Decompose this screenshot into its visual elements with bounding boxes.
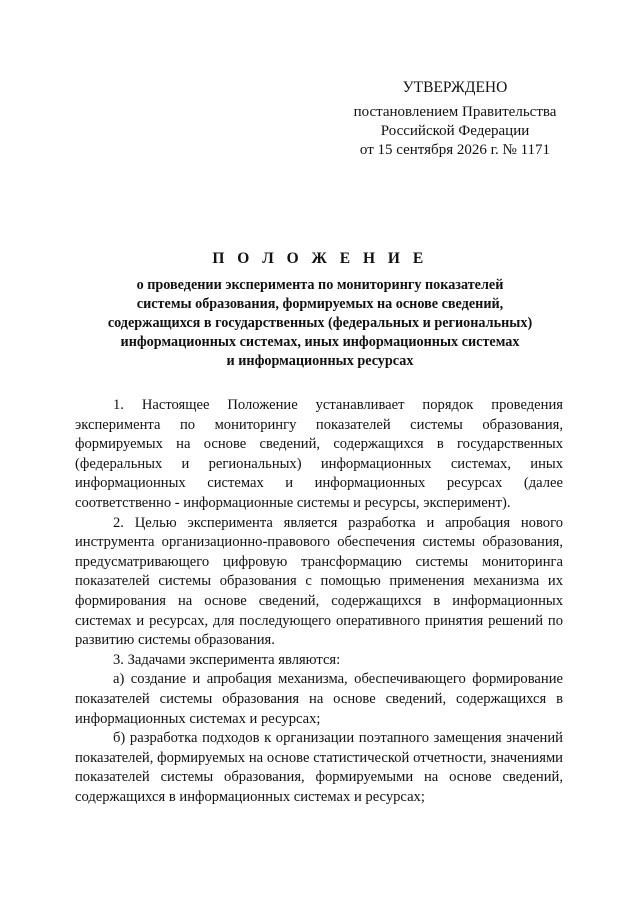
approval-line: постановлением Правительства: [353, 104, 557, 120]
document-body: [75, 396, 563, 807]
paragraph-3: 3. Задачами эксперимента являются:: [113, 651, 341, 668]
title-line: и информационных ресурсах: [226, 353, 414, 369]
title-line: информационных системах, иных информационных системах: [120, 334, 520, 350]
title-heading: П О Л О Ж Е Н И Е: [212, 250, 428, 267]
title-line: системы образования, формируемых на основе сведений,: [136, 296, 504, 312]
title-line: содержащихся в государственных (федеральных и региональных): [107, 315, 533, 331]
approval-line: от 15 сентября 2026 г. № 1171: [359, 142, 551, 158]
paragraph-2: 2. Целью эксперимента является разработка и апробация нового инструмента организационно-правового обеспечения системы образования, предусматривающего цифровую трансформацию системы мониторинга показателей системы образования с помощью применения механизма их формирования на основе сведений, содержащихся в информационных системах и ресурсах, для последующего оперативного принятия решений по развитию системы образования.: [75, 514, 563, 649]
approved-label: УТВЕРЖДЕНО: [402, 79, 508, 96]
approval-stamp: [340, 78, 570, 160]
paragraph-1: 1. Настоящее Положение устанавливает порядок проведения эксперимента по мониторингу показателей системы образования, формируемых на основе сведений, содержащихся в государственных (федеральных и региональных) информационных системах, иных информационных системах и информационных ресурсах (далее соответственно - информационные системы и ресурсы, эксперимент).: [75, 397, 563, 511]
title-line: о проведении эксперимента по мониторингу показателей: [136, 277, 504, 293]
paragraph-3a: а) создание и апробация механизма, обеспечивающего формирование показателей системы образования на основе сведений, содержащихся в информационных системах и ресурсах;: [75, 671, 563, 727]
document-title: [60, 250, 580, 371]
approval-line: Российской Федерации: [380, 123, 530, 139]
paragraph-3b: б) разработка подходов к организации поэтапного замещения значений показателей, формируемых на основе статистической отчетности, значениями показателей системы образования, формируемыми на основе сведений, содержащихся в информационных системах и ресурсах;: [75, 730, 563, 805]
